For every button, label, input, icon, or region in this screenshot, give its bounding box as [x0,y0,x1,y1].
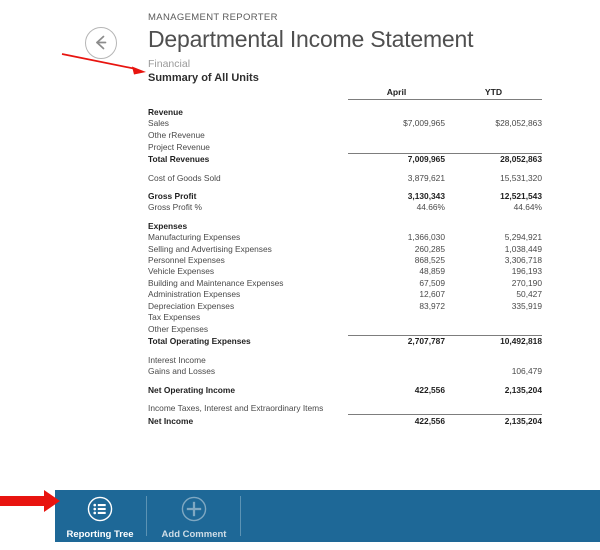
table-body [148,100,542,428]
row-value-april: 2,707,787 [348,335,445,347]
row-value-ytd: 12,521,543 [500,190,542,201]
row-label: Othe rRevenue [148,129,205,140]
add-comment-label: Add Comment [161,529,227,540]
row-value-april [348,221,445,232]
column-header-ytd: YTD [445,84,542,100]
row-label: Selling and Advertising Expenses [148,243,272,254]
row-value-ytd: 28,052,863 [445,153,542,165]
reporting-tree-label: Reporting Tree [66,529,134,540]
row-label: Total Revenues [148,154,210,165]
row-value-ytd: 1,038,449 [504,243,542,254]
row-label: Gains and Losses [148,366,216,377]
report-category: Financial [148,58,191,70]
row-label: Interest Income [148,354,206,365]
spacer-cell [148,378,348,385]
table-row [148,403,542,415]
back-button[interactable] [85,27,117,59]
row-value-ytd: 10,492,818 [445,335,542,347]
table-row [148,130,542,141]
reporting-tree-button[interactable] [59,490,141,542]
row-label: Depreciation Expenses [148,300,235,311]
page-title: Departmental Income Statement [148,26,474,52]
row-label: Gross Profit % [148,202,202,213]
row-value-april: 422,556 [348,415,445,427]
table-row [148,191,542,202]
table-header-row [148,84,542,100]
row-value-ytd [445,323,542,335]
appbar-divider [240,496,241,536]
spacer-cell [348,100,445,108]
table-spacer-row [148,166,542,173]
app-name-eyebrow: MANAGEMENT REPORTER [148,12,278,23]
spacer-cell [445,166,542,173]
table-spacer-row [148,378,542,385]
table-row [148,221,542,232]
row-value-april [348,107,445,118]
row-value-ytd: 50,427 [516,289,542,300]
table-spacer-row [148,184,542,191]
spacer-cell [445,378,542,385]
row-value-april [348,366,445,377]
row-label: Income Taxes, Interest and Extraordinary Items [148,403,324,414]
row-label: Vehicle Expenses [148,266,215,277]
row-value-april [348,312,445,323]
row-value-ytd: 15,531,320 [500,172,542,183]
row-value-ytd [445,221,542,232]
spacer-cell [445,100,542,108]
row-value-ytd [445,130,542,141]
row-value-april [348,355,445,366]
table-row [148,244,542,255]
table-row [148,366,542,377]
spacer-cell [148,166,348,173]
table-row [148,385,542,396]
table-row [148,312,542,323]
row-value-april: 3,879,621 [407,172,445,183]
spacer-cell [348,166,445,173]
spacer-cell [445,214,542,221]
spacer-cell [348,396,445,403]
row-value-ytd: 2,135,204 [504,384,542,395]
row-value-april: 83,972 [419,300,445,311]
row-label: Cost of Goods Sold [148,172,221,183]
spacer-cell [348,214,445,221]
spacer-cell [348,378,445,385]
table-row [148,278,542,289]
spacer-cell [148,184,348,191]
row-label: Project Revenue [148,141,210,152]
table-row [148,335,542,347]
table-row [148,107,542,118]
row-value-april: 7,009,965 [348,153,445,165]
bottom-app-bar [55,490,600,542]
report-subtitle: Summary of All Units [148,72,259,84]
row-label: Net Operating Income [148,384,236,395]
spacer-cell [445,396,542,403]
row-value-april: 3,130,343 [407,190,445,201]
table-row [148,289,542,300]
row-label: Net Income [148,415,194,426]
row-value-april: 422,556 [414,384,445,395]
table-row [148,232,542,243]
row-label: Gross Profit [148,190,197,201]
spacer-cell [148,100,348,108]
spacer-cell [445,184,542,191]
row-label: Other Expenses [148,323,209,334]
appbar-divider [146,496,147,536]
row-value-ytd [445,141,542,153]
table-spacer-row [148,348,542,355]
row-value-april [348,403,445,415]
row-value-ytd [445,312,542,323]
row-value-ytd: 2,135,204 [445,415,542,427]
row-value-ytd: 44.64% [513,202,542,213]
table-row [148,141,542,153]
row-label: Revenue [148,107,183,117]
row-value-april: 1,366,030 [407,232,445,243]
spacer-cell [348,184,445,191]
add-comment-button[interactable] [153,490,235,542]
row-value-april: 12,607 [419,289,445,300]
table-spacer-row [148,100,542,108]
header-cell-blank [148,84,348,100]
row-value-ytd: 5,294,921 [504,232,542,243]
add-comment-plus-icon [180,495,208,523]
row-label: Expenses [148,220,188,231]
row-value-ytd [445,107,542,118]
spacer-cell [445,348,542,355]
row-value-april: 48,859 [419,266,445,277]
spacer-cell [348,348,445,355]
table-row [148,153,542,165]
row-value-ytd: 3,306,718 [504,254,542,265]
row-value-april [348,323,445,335]
row-value-april [348,141,445,153]
row-value-april: 44.66% [416,202,445,213]
row-value-april: 260,285 [414,243,445,254]
row-value-ytd: 270,190 [511,277,542,288]
table-row [148,323,542,335]
spacer-cell [148,348,348,355]
row-label: Sales [148,118,169,129]
table-spacer-row [148,396,542,403]
spacer-cell [148,214,348,221]
row-label: Total Operating Expenses [148,336,251,347]
row-value-ytd [445,403,542,415]
row-value-ytd: 196,193 [511,266,542,277]
table-spacer-row [148,214,542,221]
row-label: Building and Maintenance Expenses [148,277,284,288]
table-row [148,355,542,366]
row-value-april [348,130,445,141]
row-value-april: $7,009,965 [403,118,445,129]
table-row [148,255,542,266]
report-header [0,0,600,90]
table-row [148,415,542,427]
table-row [148,301,542,312]
table-row [148,266,542,277]
income-statement-table [148,84,542,427]
row-value-april: 67,509 [419,277,445,288]
row-label: Administration Expenses [148,289,241,300]
row-value-ytd [445,355,542,366]
row-value-ytd: 335,919 [511,300,542,311]
row-value-ytd: $28,052,863 [495,118,542,129]
reporting-tree-icon [86,495,114,523]
table-row [148,118,542,129]
spacer-cell [148,396,348,403]
column-header-april: April [348,84,445,100]
row-value-ytd: 106,479 [511,366,542,377]
header-text-block [148,12,578,85]
table-row [148,173,542,184]
row-value-april: 868,525 [414,254,445,265]
row-label: Manufacturing Expenses [148,232,241,243]
row-label: Personnel Expenses [148,254,225,265]
report-body [0,84,600,427]
back-arrow-icon [86,28,115,57]
row-label: Tax Expenses [148,311,201,322]
table-row [148,202,542,213]
